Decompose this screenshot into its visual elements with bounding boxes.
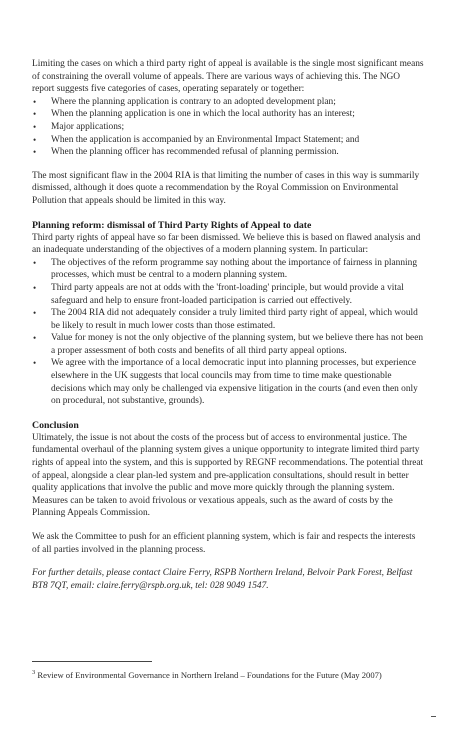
intro-section [32,58,424,159]
footnote-text: Review of Environmental Governance in Northern Ireland – Foundations for the Future (May 2007) [35,669,382,680]
list-item: • When the planning officer has recommended refusal of planning permission. [32,146,424,159]
list-item: • The 2004 RIA did not adequately consider a truly limited third party right of appeal, which would be likely to result in much lower costs than those estimated. [32,307,424,332]
footnote-marker: 3 [32,669,36,676]
reform-section [32,219,424,408]
list-item: • When the planning application is one in which the local authority has an interest; [32,108,424,121]
section-heading: Conclusion [32,419,79,431]
conclusion-section [32,419,424,520]
list-item: • When the application is accompanied by an Environmental Impact Statement; and [32,134,424,147]
reform-paragraph: Third party rights of appeal have so far been dismissed. We believe this is based on flawed analysis and an inadequate understanding of the objectives of a modern planning system. In particular: [32,232,421,256]
ria-paragraph: The most significant flaw in the 2004 RIA is that limiting the number of cases in this way is summarily dismissed, although it does quote a recommendation by the Royal Commission on Environmental Pollution that appeals should be limited in this way. [32,170,420,206]
committee-request-paragraph: We ask the Committee to push for an efficient planning system, which is fair and respects the interests of all parties involved in the planning process. [32,532,416,555]
list-item: • Third party appeals are not at odds with the 'front-loading' principle, but would provide a vital safeguard and help to ensure front-loaded participation is carried out effectively. [32,282,424,307]
case-categories-list [32,96,424,159]
section-heading: Planning reform: dismissal of Third Party Rights of Appeal to date [32,219,312,231]
footnote [32,667,424,681]
document-body [32,58,424,592]
list-item: • Major applications; [32,121,424,134]
list-item: • The objectives of the reform programme say nothing about the importance of fairness in planning processes, which must be central to a modern planning system. [32,257,424,282]
list-item: • Where the planning application is contrary to an adopted development plan; [32,96,424,109]
page-mark [431,716,436,717]
contact-details: For further details, please contact Claire Ferry, RSPB Northern Ireland, Belvoir Park Forest, Belfast BT8 7QT, email: claire.ferry@rspb.org.uk, tel: 028 9049 1547. [32,568,413,591]
reform-points-list [32,257,424,408]
intro-paragraph: Limiting the cases on which a third party right of appeal is available is the single most significant means of constraining the overall volume of appeals. There are various ways of achieving this. The NGO report suggests five categories of cases, operating separately or together: [32,59,424,95]
list-item: • Value for money is not the only objective of the planning system, but we believe there has not been a proper assessment of both costs and benefits of all third party appeal options. [32,332,424,357]
conclusion-paragraph: Ultimately, the issue is not about the costs of the process but of access to environmental justice. The fundamental overhaul of the planning system gives a unique opportunity to integrate limited third party rights of appeal into the system, and this is supported by REGNF recommendations. The potential threat of appeal, alongside a clear plan-led system and pre-application consultations, should result in better quality applications that involve the public and move more quickly through the planning system. Measures can be taken to avoid frivolous or vexatious appeals, such as the award of costs by the Planning Appeals Commission. [32,432,424,519]
footnote-divider [32,661,152,662]
list-item: • We agree with the importance of a local democratic input into planning processes, but experience elsewhere in the UK suggests that local councils may from time to time make questionable decisions which may only be challenged via expensive litigation in the courts (and even then only on procedural, not substantive, grounds). [32,357,424,407]
